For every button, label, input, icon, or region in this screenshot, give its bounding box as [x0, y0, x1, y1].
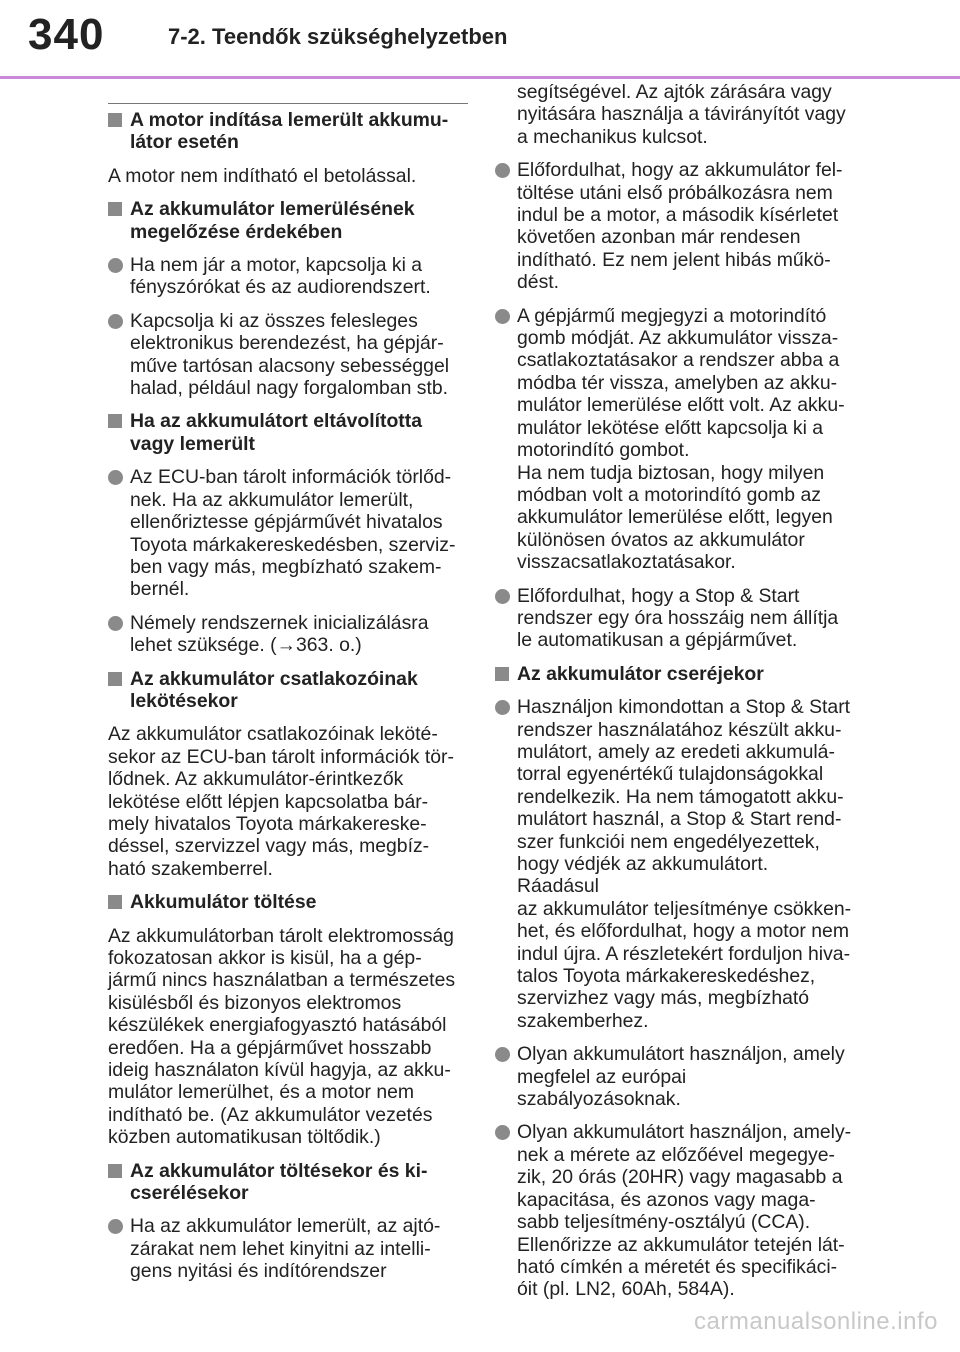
text-line: nek a mérete az előzőével megegye- — [517, 1143, 835, 1166]
text-line: Ha nem tudja biztosan, hogy milyen — [517, 461, 825, 484]
square-bullet-icon — [108, 672, 122, 686]
text-line: műve tartósan alacsony sebességgel — [130, 354, 450, 377]
text-line: nyitására használja a távirányítót vagy — [517, 103, 846, 126]
text-line: nek. Ha az akkumulátor lemerült, — [130, 488, 414, 511]
bullet-item — [108, 466, 468, 600]
text-line: Ellenőrizze az akkumulátor tetején lát- — [517, 1233, 845, 1256]
text-line: csatlakoztatásakor a rendszer abba a — [517, 349, 840, 372]
text-line: mulátort, amely az eredeti akkumulá- — [517, 740, 835, 763]
text-line: megfelel az európai szabályozásoknak. — [517, 1065, 687, 1111]
text-line: ható szakemberrel. — [108, 857, 273, 880]
text-line: rendszer egy óra hosszáig nem állítja — [517, 606, 839, 629]
text-line: cserélésekor — [130, 1182, 249, 1205]
text-line: megelőzése érdekében — [130, 220, 343, 243]
text-line: bernél. — [130, 578, 190, 601]
text-line: fényszórókat és az audiorendszert. — [130, 276, 431, 299]
paragraph — [108, 165, 468, 187]
bullet-item — [495, 305, 855, 574]
circle-bullet-icon — [495, 163, 510, 178]
text-line: az akkumulátor teljesítménye csökken- — [517, 897, 852, 920]
text-line: Az akkumulátor csatlakozóinak — [130, 667, 418, 690]
circle-bullet-icon — [108, 616, 123, 631]
bullet-item — [495, 1121, 855, 1300]
section-heading — [108, 410, 468, 455]
text-line: lődnek. Az akkumulátor-érintkezők — [108, 768, 404, 791]
text-line: déssel, szervizzel vagy más, megbíz- — [108, 835, 430, 858]
text-line: indítható. Ez nem jelent hibás műkö- — [517, 248, 831, 271]
text-line: hogy védjék az akkumulátort. Ráadásul — [517, 853, 769, 898]
text-line: a mechanikus kulcsot. — [517, 125, 708, 148]
text-line: módban volt a motorindító gomb az — [517, 483, 821, 506]
circle-bullet-icon — [495, 1125, 510, 1140]
text-line: mulátor lemerülése előtt volt. Az akku- — [517, 394, 845, 417]
text-line: A gépjármű megjegyzi a motorindító — [517, 304, 827, 327]
text-line: látor esetén — [130, 131, 239, 154]
text-line: Az ECU-ban tárolt információk törlőd- — [130, 466, 452, 489]
text-line: jármű nincs használatban a természetes — [108, 969, 456, 992]
text-line: zik, 20 órás (20HR) vagy magasabb a — [517, 1166, 843, 1189]
text-line: Olyan akkumulátort használjon, amely- — [517, 1121, 852, 1144]
text-line: kisülésből és bizonyos elektromos — [108, 991, 402, 1014]
circle-bullet-icon — [495, 700, 510, 715]
text-line: lekötésekor — [130, 689, 238, 712]
text-line: kapacitása, és azonos vagy maga- — [517, 1188, 816, 1211]
bullet-item — [108, 612, 468, 657]
bullet-item — [495, 585, 855, 652]
text-line: Ha nem jár a motor, kapcsolja ki a — [130, 254, 423, 277]
text-line: eredően. Ha a gépjárművet hosszabb — [108, 1036, 432, 1059]
text-line: követően azonban már rendesen — [517, 226, 801, 249]
square-bullet-icon — [108, 414, 122, 428]
watermark: carmanualsonline.info — [694, 1308, 938, 1335]
bullet-item — [108, 254, 468, 299]
section-heading — [108, 668, 468, 713]
text-line: Előfordulhat, hogy a Stop & Start — [517, 584, 800, 607]
section-heading — [108, 198, 468, 243]
circle-bullet-icon — [108, 470, 123, 485]
section-heading — [108, 109, 468, 154]
circle-bullet-icon — [108, 1219, 123, 1234]
text-line: Olyan akkumulátort használjon, amely — [517, 1043, 845, 1066]
bullet-item — [495, 159, 855, 293]
text-line: visszacsatlakoztatásakor. — [517, 551, 736, 574]
section-heading — [108, 891, 468, 913]
text-line: rendelkezik. Ha nem támogatott akku- — [517, 785, 844, 808]
circle-bullet-icon — [495, 309, 510, 324]
text-line: töltése utáni első próbálkozásra nem — [517, 181, 833, 204]
square-bullet-icon — [108, 113, 122, 127]
circle-bullet-icon — [495, 1047, 510, 1062]
text-line: ideig használaton kívül hagyja, az akku- — [108, 1059, 451, 1082]
text-line: Használjon kimondottan a Stop & Start — [517, 696, 851, 719]
square-bullet-icon — [495, 667, 509, 681]
text-line: Az akkumulátor lemerülésének — [130, 198, 415, 221]
text-line: indul be a motor, a második kísérletet — [517, 204, 839, 227]
circle-bullet-icon — [108, 258, 123, 273]
square-bullet-icon — [108, 1164, 122, 1178]
text-line: sekor az ECU-ban tárolt információk tör- — [108, 745, 454, 768]
text-line: fokozatosan akkor is kisül, ha a gép- — [108, 947, 422, 969]
left-column — [108, 103, 468, 1294]
text-line: Kapcsolja ki az összes felesleges — [130, 309, 418, 332]
text-line: le automatikusan a gépjárművet. — [517, 629, 798, 652]
text-line: indítható be. (Az akkumulátor vezetés — [108, 1103, 433, 1126]
text-line: motorindító gombot. — [517, 439, 690, 462]
text-line: óit (pl. LN2, 60Ah, 584A). — [517, 1278, 735, 1301]
circle-bullet-icon — [495, 589, 510, 604]
chapter-title: 7-2. Teendők szükséghelyzetben — [168, 24, 508, 49]
text-line: mely hivatalos Toyota márkakereske- — [108, 812, 427, 835]
page-number: 340 — [28, 10, 105, 59]
text-line: elektronikus berendezést, ha gépjár- — [130, 332, 444, 355]
text-line: gens nyitási és indítórendszer — [130, 1260, 387, 1283]
bullet-item — [495, 1043, 855, 1110]
text-line: Az akkumulátor cseréjekor — [517, 662, 764, 685]
text-line: zárakat nem lehet kinyitni az intelli- — [130, 1237, 431, 1260]
text-line: vagy lemerült — [130, 432, 256, 455]
text-line: torral egyenértékű tulajdonságokkal — [517, 763, 824, 786]
section-heading — [495, 663, 855, 685]
text-line: Az akkumulátor töltésekor és ki- — [130, 1159, 428, 1182]
text-line: ható címkén a méretét és specifikáci- — [517, 1255, 838, 1278]
bullet-item — [108, 310, 468, 400]
text-line: közben automatikusan töltődik.) — [108, 1126, 381, 1149]
text-line: szer funkciói nem engedélyezettek, — [517, 830, 820, 853]
square-bullet-icon — [108, 895, 122, 909]
text-line: akkumulátor lemerülése előtt, legyen — [517, 506, 833, 529]
right-column — [495, 81, 855, 1312]
text-line: Ha az akkumulátor lemerült, az ajtó- — [130, 1215, 441, 1238]
text-line: dést. — [517, 271, 560, 294]
text-line: halad, például nagy forgalomban stb. — [130, 377, 449, 400]
page-header — [0, 0, 960, 79]
text-line: rendszer használatához készült akku- — [517, 718, 842, 741]
text-line: lekötése előtt lépjen kapcsolatba bár- — [108, 790, 429, 813]
text-line: Előfordulhat, hogy az akkumulátor fel- — [517, 159, 843, 182]
text-line: mulátort használ, a Stop & Start rend- — [517, 808, 842, 831]
text-line: sabb teljesítmény-osztályú (CCA). — [517, 1211, 811, 1234]
bullet-continuation — [517, 81, 855, 148]
text-line: mulátor lemerülhet, és a motor nem — [108, 1081, 415, 1104]
text-line: het, és előfordulhat, hogy a motor nem — [517, 920, 849, 943]
text-line: indul újra. A részletekért forduljon hiva- — [517, 942, 851, 965]
text-line: Az akkumulátor csatlakozóinak leköté- — [108, 723, 438, 746]
text-line: készülékek energiafogyasztó hatásából — [108, 1014, 447, 1037]
text-line: A motor nem indítható el betolással. — [108, 164, 417, 187]
bullet-item — [108, 1215, 468, 1282]
text-line: különösen óvatos az akkumulátor — [517, 528, 805, 551]
circle-bullet-icon — [108, 314, 123, 329]
text-line: Toyota márkakereskedésben, szerviz- — [130, 533, 456, 556]
text-line: szakemberhez. — [517, 1009, 649, 1032]
paragraph — [108, 723, 468, 880]
text-line: ellenőriztesse gépjárművét hivatalos — [130, 511, 443, 534]
text-line: gomb módját. Az akkumulátor vissza- — [517, 327, 839, 350]
text-line: Az akkumulátorban tárolt elektromosság — [108, 924, 454, 947]
text-line: Akkumulátor töltése — [130, 891, 317, 914]
text-line: talos Toyota márkakereskedéshez, — [517, 965, 816, 988]
text-line: módba tér vissza, amelyben az akku- — [517, 371, 838, 394]
text-line: A motor indítása lemerült akkumu- — [130, 109, 449, 131]
text-line: segítségével. Az ajtók zárására vagy — [517, 81, 832, 103]
section-heading — [108, 1160, 468, 1205]
text-line: Ha az akkumulátort eltávolította — [130, 410, 423, 433]
bullet-item — [495, 696, 855, 1032]
text-line: mulátor lekötése előtt kapcsolja ki a — [517, 416, 824, 439]
paragraph — [108, 925, 468, 1149]
text-line: lehet szüksége. (→363. o.) — [130, 634, 362, 657]
text-line: Némely rendszernek inicializálásra — [130, 611, 429, 634]
square-bullet-icon — [108, 202, 122, 216]
text-line: szervizhez vagy más, megbízható — [517, 987, 810, 1010]
text-line: ben vagy más, megbízható szakem- — [130, 555, 442, 578]
